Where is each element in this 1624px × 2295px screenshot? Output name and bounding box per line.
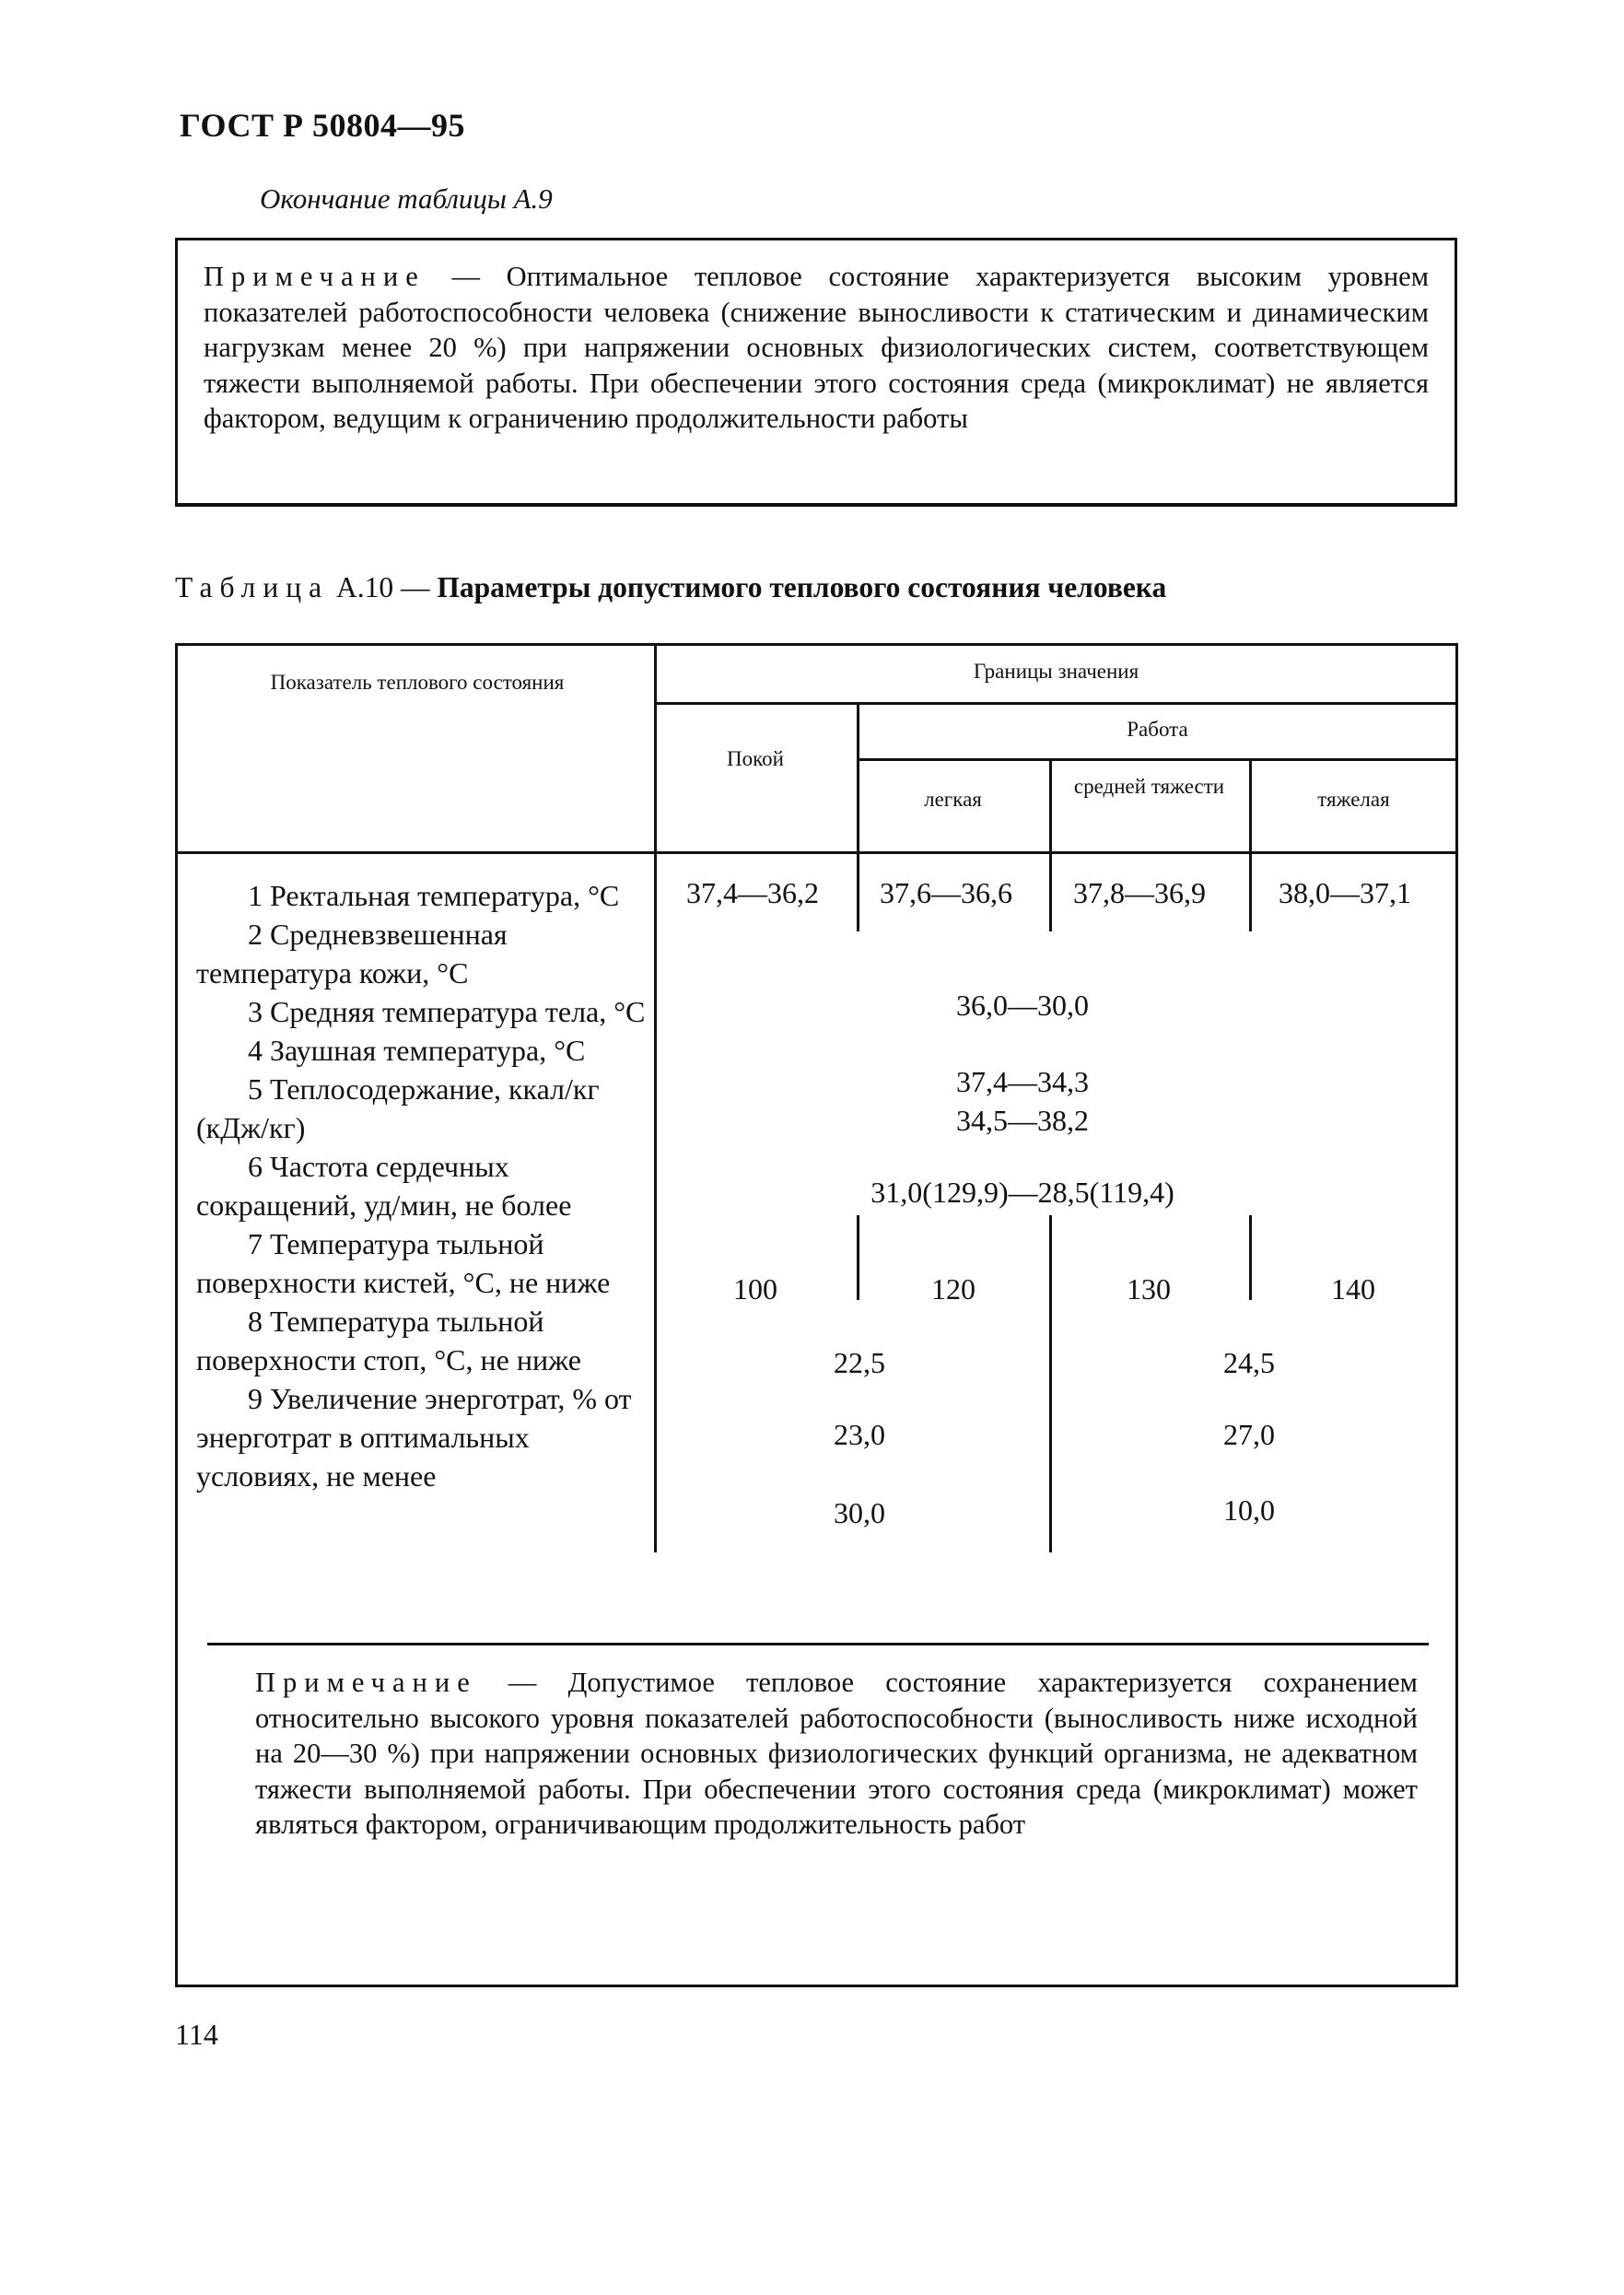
header-rule bbox=[654, 702, 1458, 705]
table-a10 bbox=[175, 643, 1458, 1987]
cell-hr-light: 120 bbox=[931, 1272, 976, 1306]
note-box-a9 bbox=[175, 238, 1457, 507]
table-a10-title bbox=[175, 571, 1166, 604]
indicator-list bbox=[196, 876, 648, 1495]
column-divider bbox=[1249, 1215, 1252, 1300]
note-separator bbox=[207, 1643, 1429, 1645]
header-rest: Покой bbox=[727, 747, 784, 770]
cell-hr-medium: 130 bbox=[1127, 1272, 1171, 1306]
continuation-caption: Окончание таблицы А.9 bbox=[260, 182, 553, 215]
indicator-9: 9 Увеличение энерготрат, % от энерготрат в оптимальных условиях, не менее bbox=[196, 1382, 632, 1493]
table-number: А.10 — bbox=[329, 571, 438, 603]
cell-hands-medium-heavy: 24,5 bbox=[1223, 1346, 1275, 1379]
indicator-8: 8 Температура тыльной поверхности стоп, °С, не ниже bbox=[196, 1305, 581, 1376]
header-indicator: Показатель теплового состояния bbox=[270, 671, 565, 694]
indicator-2: 2 Средневзвешенная температура кожи, °С bbox=[196, 918, 508, 989]
cell-body-temp: 37,4—34,3 bbox=[956, 1065, 1089, 1098]
header-bounds: Границы значения bbox=[973, 660, 1139, 683]
page-number: 114 bbox=[175, 2018, 218, 2051]
table-title-text: Параметры допустимого теплового состояния человека bbox=[437, 571, 1167, 603]
indicator-1: 1 Ректальная температура, °С bbox=[248, 879, 620, 912]
cell-rectal-medium: 37,8—36,9 bbox=[1073, 876, 1206, 909]
cell-heat-content: 31,0(129,9)—28,5(119,4) bbox=[870, 1176, 1174, 1209]
indicator-3: 3 Средняя температура тела, °С bbox=[248, 995, 646, 1028]
header-work: Работа bbox=[1127, 718, 1188, 741]
column-divider bbox=[1249, 851, 1252, 931]
note-a10-label: Примечание bbox=[255, 1667, 477, 1698]
note-a10-text bbox=[255, 1665, 1418, 1843]
note-a10-body: — Допустимое тепловое состояние характеризуется сохранением относительно высокого уровня показателей работоспособности (выносливость ниже исходной на 20—30 %) при напряжении основных физиологических функций организма, не адекватном тяжести выполняемой работы. При обеспечении этого состояния среда (микроклимат) может являться фактором, ограничивающим продолжительность работ bbox=[255, 1667, 1418, 1840]
column-divider bbox=[1049, 1215, 1052, 1552]
cell-rectal-rest: 37,4—36,2 bbox=[686, 876, 819, 909]
cell-skin-temp: 36,0—30,0 bbox=[956, 989, 1089, 1022]
cell-feet-rest-light: 23,0 bbox=[834, 1418, 885, 1451]
note-a9-body: — Оптимальное тепловое состояние характеризуется высоким уровнем показателей работоспособности человека (снижение выносливости к статическим и динамическим нагрузкам менее 20 %) при напряжении основных физиологических систем, соответствующем тяжести выполняемой работы. При обеспечении этого состояния среда (микроклимат) не является фактором, ведущим к ограничению продолжительности работы bbox=[204, 261, 1429, 434]
cell-rectal-heavy: 38,0—37,1 bbox=[1279, 876, 1411, 909]
header-rule bbox=[857, 758, 1458, 761]
indicator-5: 5 Теплосодержание, ккал/кг (кДж/кг) bbox=[196, 1072, 600, 1144]
note-a9-text bbox=[204, 259, 1429, 437]
header-heavy: тяжелая bbox=[1317, 788, 1390, 811]
cell-ear-temp: 34,5—38,2 bbox=[956, 1104, 1089, 1137]
document-header: ГОСТ Р 50804—95 bbox=[180, 107, 465, 144]
cell-hr-rest: 100 bbox=[733, 1272, 777, 1306]
cell-energy-rest-light: 30,0 bbox=[834, 1496, 885, 1529]
cell-energy-medium-heavy: 10,0 bbox=[1223, 1493, 1275, 1527]
column-divider bbox=[654, 851, 657, 1552]
cell-feet-medium-heavy: 27,0 bbox=[1223, 1418, 1275, 1451]
header-divider bbox=[1049, 758, 1052, 851]
indicator-6: 6 Частота сердечных сокращений, уд/мин, не более bbox=[196, 1150, 572, 1222]
column-divider bbox=[857, 1215, 859, 1300]
header-medium: средней тяжести bbox=[1073, 775, 1225, 798]
cell-rectal-light: 37,6—36,6 bbox=[880, 876, 1012, 909]
indicator-4: 4 Заушная температура, °С bbox=[248, 1034, 586, 1067]
indicator-7: 7 Температура тыльной поверхности кистей, °С, не ниже bbox=[196, 1227, 611, 1299]
column-divider bbox=[1049, 851, 1052, 931]
header-light: легкая bbox=[924, 788, 982, 811]
cell-hr-heavy: 140 bbox=[1331, 1272, 1375, 1306]
table-label: Таблица bbox=[175, 571, 330, 603]
note-a9-label: Примечание bbox=[204, 261, 426, 292]
cell-hands-rest-light: 22,5 bbox=[834, 1346, 885, 1379]
header-bottom-rule bbox=[178, 851, 1455, 854]
column-divider bbox=[857, 851, 859, 931]
